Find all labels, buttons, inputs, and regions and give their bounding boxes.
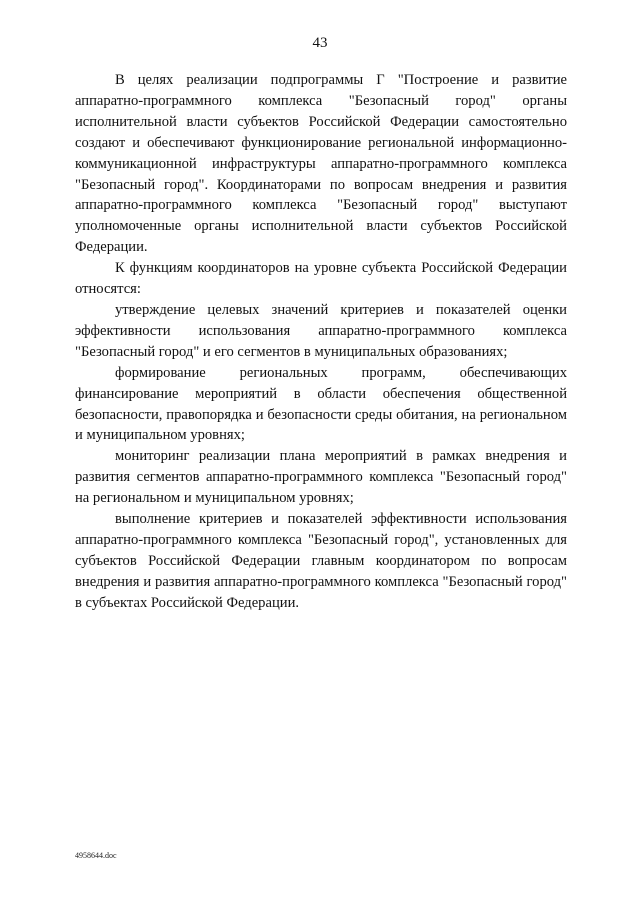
paragraph-functions-heading: К функциям координаторов на уровне субъекта Российской Федерации относятся: xyxy=(75,260,567,298)
list-item-execution: выполнение критериев и показателей эффективности использования аппаратно-программного комплекса "Безопасный город", установленных для субъектов Российской Федерации главным координатором по вопросам внедрения и развития аппаратно-программного комплекса "Безопасный город" в субъектах Российской Федерации. xyxy=(75,511,567,611)
list-item-monitoring: мониторинг реализации плана мероприятий в рамках внедрения и развития сегментов аппаратно-программного комплекса "Безопасный город" на региональном и муниципальном уровнях; xyxy=(75,448,567,507)
list-item-criteria: утверждение целевых значений критериев и показателей оценки эффективности использования аппаратно-программного комплекса "Безопасный город" и его сегментов в муниципальных образованиях; xyxy=(75,301,567,360)
paragraph-intro: В целях реализации подпрограммы Г "Построение и развитие аппаратно-программного комплекса "Безопасный город" органы исполнительной власти субъектов Российской Федерации самостоятельно создают и обеспечивают функционирование региональной информационно-коммуникационной инфраструктуры аппаратно-программного комплекса "Безопасный город". Координаторами по вопросам внедрения и развития аппаратно-программного комплекса "Безопасный город" выступают уполномоченные органы исполнительной власти субъектов Российской Федерации. xyxy=(75,72,567,256)
document-body xyxy=(75,70,567,614)
list-item-programs: формирование региональных программ, обеспечивающих финансирование мероприятий в области обеспечения общественной безопасности, правопорядка и безопасности среды обитания, на региональном и муниципальном уровнях; xyxy=(75,364,567,444)
page-number: 43 xyxy=(312,35,328,51)
footer-document-id: 4958644.doc xyxy=(75,851,117,860)
